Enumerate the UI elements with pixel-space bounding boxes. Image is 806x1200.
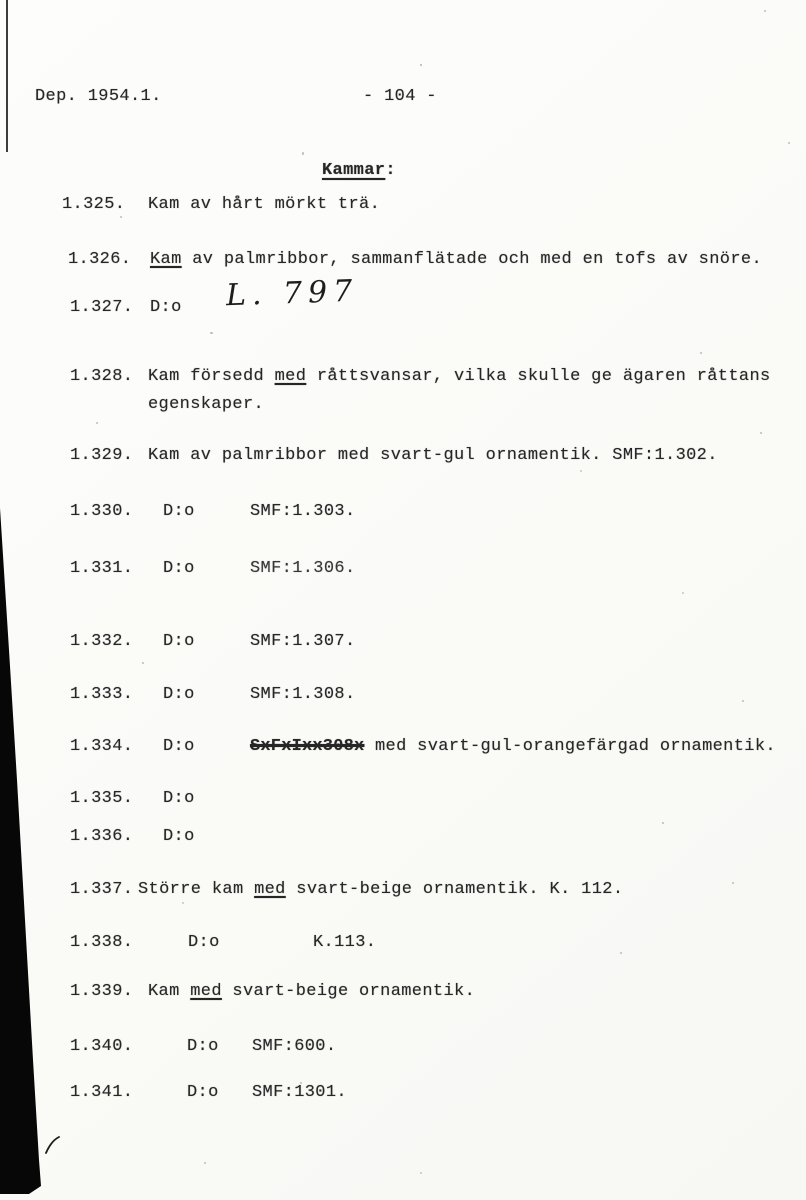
entry-description: Kam av palmribbor med svart-gul ornamentik. SMF:1.302. xyxy=(148,446,718,465)
entry-number: 1.339. xyxy=(70,982,134,1001)
ditto-mark: D:o xyxy=(163,685,195,704)
entry-number: 1.330. xyxy=(70,502,134,521)
underlined-word: med xyxy=(274,367,307,386)
handwritten-annotation: L. 797 xyxy=(225,273,359,314)
scan-speckle xyxy=(760,432,762,434)
reference-code: SMF:1.308. xyxy=(250,685,356,704)
entry-description: Kam av palmribbor, sammanflätade och med en tofs av snöre. xyxy=(150,250,762,269)
entry-number: 1.328. xyxy=(70,367,134,386)
entry-description: SxFxIxx308x med svart-gul-orangefärgad ornamentik. xyxy=(250,737,776,756)
reference-code: SMF:1301. xyxy=(252,1083,347,1102)
entry-number: 1.337. xyxy=(70,880,134,899)
entry-number: 1.340. xyxy=(70,1037,134,1056)
entry-number: 1.327. xyxy=(70,298,134,317)
reference-code: K.113. xyxy=(313,933,377,952)
dep-number: Dep. 1954.1. xyxy=(35,87,162,106)
ditto-mark: D:o xyxy=(163,789,195,808)
entry-number: 1.338. xyxy=(70,933,134,952)
reference-code: SMF:600. xyxy=(252,1037,337,1056)
entry-description: Större kam med svart-beige ornamentik. K. 112. xyxy=(138,880,624,899)
scan-speckle xyxy=(732,882,734,884)
entry-description: Kam försedd med råttsvansar, vilka skulle ge ägaren råttans xyxy=(148,367,771,386)
scan-speckle xyxy=(620,952,622,954)
scan-speckle xyxy=(210,332,213,334)
entry-number: 1.332. xyxy=(70,632,134,651)
section-heading xyxy=(322,160,396,182)
ditto-mark: D:o xyxy=(163,827,195,846)
entry-number: 1.329. xyxy=(70,446,134,465)
scan-speckle xyxy=(420,1172,422,1174)
ditto-mark: D:o xyxy=(150,298,182,317)
struck-text: SxFxIxx308x xyxy=(250,737,365,756)
underlined-word: med xyxy=(190,982,222,1001)
scan-speckle xyxy=(120,216,122,218)
page-number: - 104 - xyxy=(363,87,437,106)
ditto-mark: D:o xyxy=(188,933,220,952)
scan-speckle xyxy=(764,10,766,12)
entry-number: 1.333. xyxy=(70,685,134,704)
entry-description: Kam med svart-beige ornamentik. xyxy=(148,982,476,1001)
scan-speckle xyxy=(662,822,664,824)
entry-description: Kam av hårt mörkt trä. xyxy=(148,195,381,214)
entry-description-line2: egenskaper. xyxy=(148,395,265,414)
scan-speckle xyxy=(182,902,184,904)
ditto-mark: D:o xyxy=(187,1037,219,1056)
entry-number: 1.336. xyxy=(70,827,134,846)
section-heading-word: Kammar xyxy=(322,161,386,180)
ditto-mark: D:o xyxy=(163,632,195,651)
entry-number: 1.341. xyxy=(70,1083,134,1102)
scan-speckle xyxy=(682,592,684,594)
section-heading-colon: : xyxy=(385,161,396,180)
scan-speckle xyxy=(788,142,790,144)
ditto-mark: D:o xyxy=(163,502,195,521)
ditto-mark: D:o xyxy=(187,1083,219,1102)
scan-speckle xyxy=(742,700,744,702)
reference-code: SMF:1.303. xyxy=(250,502,356,521)
reference-code: SMF:1.306. xyxy=(250,559,356,578)
scan-line-artifact xyxy=(6,0,8,152)
scan-speckle xyxy=(700,352,702,354)
ditto-mark: D:o xyxy=(163,559,195,578)
scan-speckle xyxy=(302,152,304,155)
reference-code: SMF:1.307. xyxy=(250,632,356,651)
entry-number: 1.331. xyxy=(70,559,134,578)
scan-speckle xyxy=(204,1162,206,1164)
entry-number: 1.325. xyxy=(62,195,126,214)
underlined-word: Kam xyxy=(150,250,182,269)
pen-mark xyxy=(44,1136,62,1161)
ditto-mark: D:o xyxy=(163,737,195,756)
scan-speckle xyxy=(420,64,422,66)
scan-speckle xyxy=(142,662,144,664)
scan-speckle xyxy=(96,422,98,424)
entry-number: 1.335. xyxy=(70,789,134,808)
entry-number: 1.326. xyxy=(68,250,132,269)
underlined-word: med xyxy=(254,880,286,899)
scan-wedge-artifact xyxy=(0,0,60,1200)
scan-speckle xyxy=(580,470,582,472)
entry-number: 1.334. xyxy=(70,737,134,756)
